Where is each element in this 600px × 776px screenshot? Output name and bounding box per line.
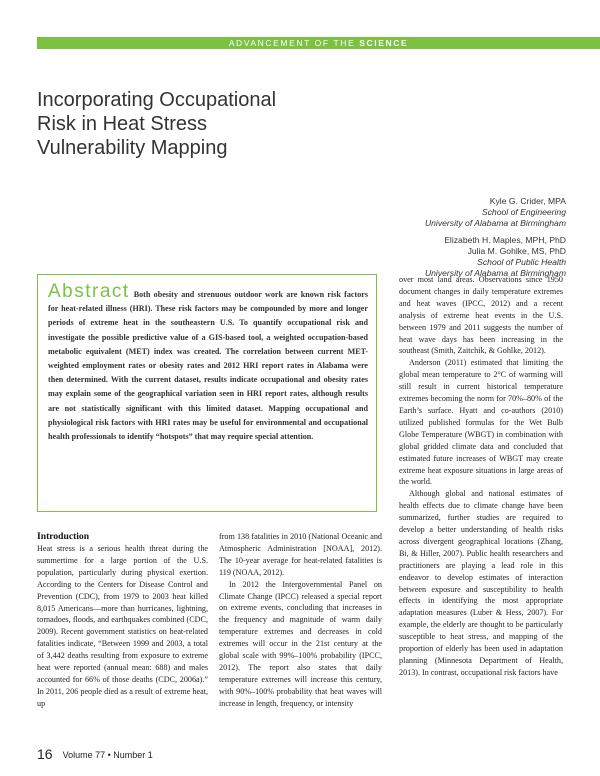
title-line-2: Risk in Heat Stress bbox=[37, 113, 208, 135]
banner-prefix: ADVANCEMENT OF THE bbox=[228, 38, 360, 48]
abstract-heading: Abstract bbox=[48, 281, 130, 302]
paragraph: over most land areas. Observations since 1950 document changes in daily temperature extremes and heat waves (IPCC, 2012) and a recent analysis of extreme heat events in the U.S. between 1979 and 2011 suggests the number of heat wave days has been increasing in the southeast (Smith, Zaitchik, & Gohlke, 2012). bbox=[399, 275, 563, 356]
body-column-2 bbox=[219, 531, 382, 710]
author-affiliation-1b: University of Alabama at Birmingham bbox=[424, 218, 566, 228]
paragraph: Heat stress is a serious health threat during the summertime for a large portion of the U.S. population, particularly during physical exertion. According to the Centers for Disease Control and Prevention (CDC), from 1979 to 2003 heat killed 8,015 Americans—more than hurricanes, lightning, tornadoes, floods, and earthquakes combined (CDC, 2009). Recent government statistics on heat-related fatalities indicate, “Between 1999 and 2003, a total of 3,442 deaths resulting from exposure to extreme heat were reported (annual mean: 688) and males accounted for 66% of those deaths (CDC, 2006a).” In 2011, 206 people died as a result of extreme heat, up bbox=[37, 544, 208, 708]
author-affiliation-2a: School of Public Health bbox=[477, 257, 566, 267]
section-banner bbox=[37, 37, 600, 49]
volume-info: Volume 77 • Number 1 bbox=[62, 750, 153, 760]
paragraph: Although global and national estimates of health effects due to climate change have been summarized, further studies are required to develop a better understanding of health risks across divergent geographical locations (Zhang, Bi, & Hiller, 2007). Public health researchers and practitioners are playing a lead role in this endeavor to develop estimates of interaction between exposure and susceptibility to health effects in identifying the most appropriate adaptation measures (Luber & Hess, 2007). For example, the elderly are thought to be particularly susceptible to heat stress, and mapping of the proportion of elderly has been used in adaptation planning (Minnesota Department of Health, 2013). In contrast, occupational risk factors have bbox=[399, 489, 563, 677]
article-title bbox=[37, 88, 397, 160]
page-footer bbox=[37, 746, 153, 762]
author-name-3: Julia M. Gohlke, MS, PhD bbox=[467, 246, 566, 256]
banner-emphasis: SCIENCE bbox=[359, 38, 409, 48]
author-affiliation-2b: University of Alabama at Birmingham bbox=[424, 268, 566, 278]
author-name-1: Kyle G. Crider, MPA bbox=[489, 196, 566, 206]
body-column-1 bbox=[37, 531, 208, 710]
author-affiliation-1a: School of Engineering bbox=[481, 207, 566, 217]
author-name-2: Elizabeth H. Maples, MPH, PhD bbox=[444, 235, 566, 245]
paragraph: from 138 fatalities in 2010 (National Oceanic and Atmospheric Administration [NOAA], 2012). The 10-year average for heat-related fatalities is 119 (NOAA, 2012). bbox=[219, 532, 382, 577]
introduction-heading: Introduction bbox=[37, 531, 90, 542]
abstract-box bbox=[37, 274, 377, 512]
title-line-3: Vulnerability Mapping bbox=[37, 137, 228, 159]
author-block bbox=[425, 196, 566, 279]
paragraph: In 2012 the Intergovernmental Panel on Climate Change (IPCC) released a special report on extreme events, concluding that increases in the frequency and magnitude of warm daily temperature extremes and decreases in cold extremes will occur in the 21st century at the global scale with 99%–100% probability (IPCC, 2012). The report also states that daily temperature extremes will increase this century, with 90%–100% probability that heat waves will increase in length, frequency, or intensity bbox=[219, 579, 382, 708]
page-number: 16 bbox=[37, 746, 53, 762]
paragraph: Anderson (2011) estimated that limiting the global mean temperature to 2°C of warming will still result in current historical temperature extremes becoming the norm for 70%–80% of the Earth’s surface. Hyatt and co-authors (2010) utilized published formulas for the Wet Bulb Globe Temperature (WBGT) in combination with global gridded climate data and concluded that estimated future increases of WBGT may create extreme heat exposure situations in large areas of the world. bbox=[399, 358, 563, 487]
body-column-3 bbox=[399, 274, 563, 679]
title-line-1: Incorporating Occupational bbox=[37, 89, 277, 111]
abstract-text: Both obesity and strenuous outdoor work are known risk factors for heat-related illness (HRI). These risk factors may be compounded by more and longer periods of extreme heat in the southeastern U.S. To quantify occupational risk and investigate the possible predictive value of a GIS-based tool, a weighted occupation-based metabolic equivalent (MET) index was created. The correlation between current MET-weighted employment rates or obesity rates and 2012 HRI report rates in Alabama were then determined. With the current dataset, results indicate occupational and obesity rates may explain some of the geographical variation seen in HRI report rates, although results are not statistically significant with this limited dataset. Mapping occupational and physiological risk factors with HRI rates may be useful for environmental and occupational health professionals to identify “hotspots” that may require special attention. bbox=[48, 290, 368, 442]
